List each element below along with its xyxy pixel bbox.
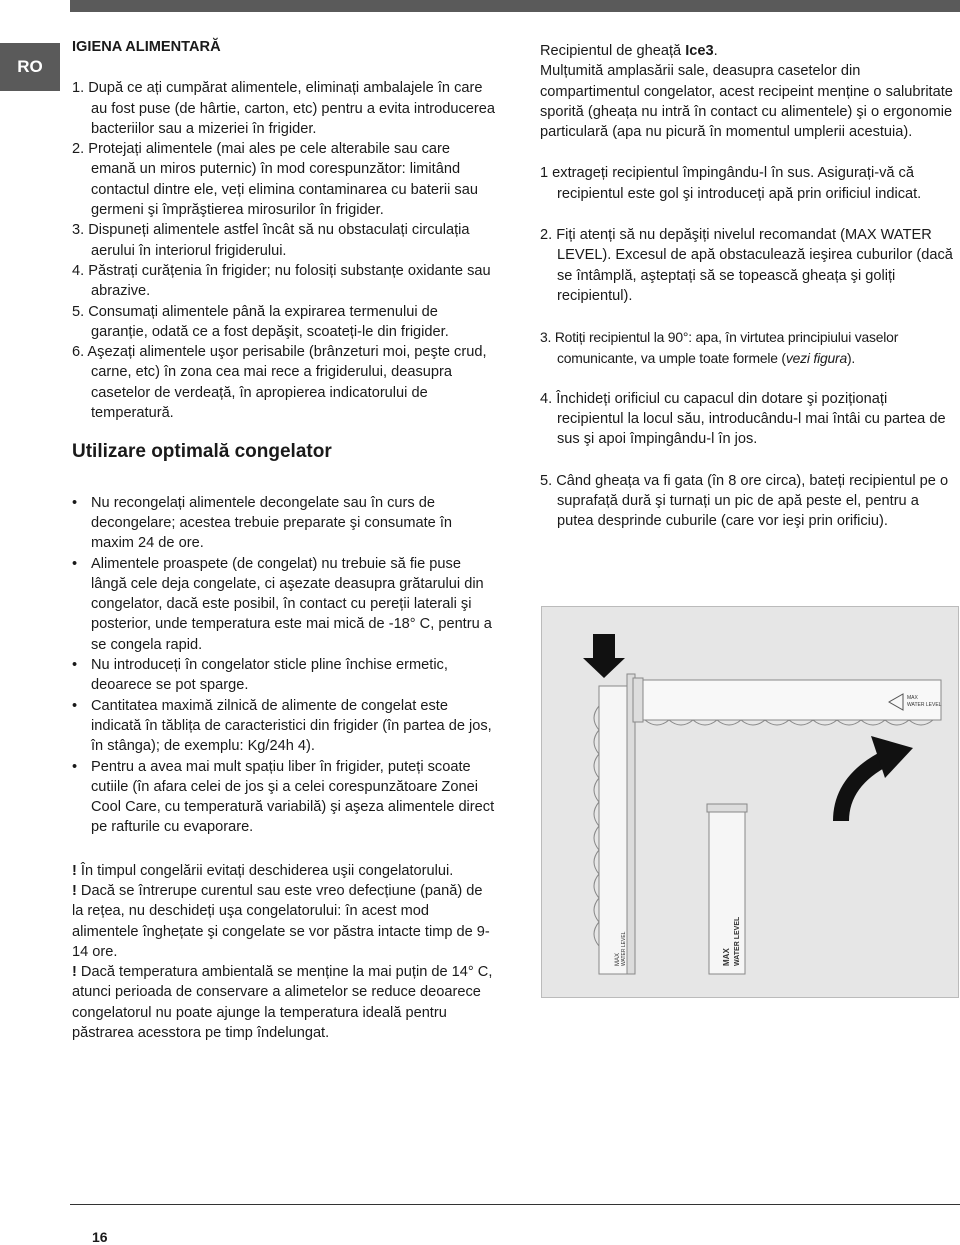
water-level-label-rotated: WATER LEVEL [734,916,741,966]
food-hygiene-heading: IGIENA ALIMENTARĂ [72,39,221,55]
ice-tray-illustration [541,606,959,998]
step-3-ref: vezi figura [785,349,847,366]
step-3-text: 3. Rotiți recipientul la 90°: apa, în virtutea principiului vaselor comunicante, va umple toate formele ( [540,329,899,366]
rotated-tray [707,804,747,974]
freezer-bullets [72,493,497,838]
list-item: 2. Protejați alimentele (mai ales pe cele alterabile sau care emană un miros puternic) în mod corespunzător: limitând contactul dintre ele, veți elimina contaminarea cu baterii sau germeni şi împrăştierea mirosurilor în frigider. [72,141,478,219]
horizontal-tray [633,678,942,725]
warning-1 [72,861,497,881]
top-bar [70,0,960,12]
footer-divider [70,1204,960,1205]
step-5: 5. Când gheața va fi gata (în 8 ore circa), bateți recipientul pe o suprafață dură şi turnați un pic de apă peste el, pentru a putea desprinde cuburile (care vor ieşi prin orificiu). [540,472,949,530]
max-label-small: MAX [615,952,621,966]
max-label-rotated: MAX [722,948,731,966]
title-prefix: Recipientul de gheață [540,43,686,59]
list-item: 3. Dispuneți alimentele astfel încât să nu obstaculați circulația aerului în interiorul frigiderului. [72,222,470,259]
step-4: 4. Închideți orificiul cu capacul din dotare şi poziționați recipientul la locul său, introducându-l mai întâi cu partea de sus şi apoi împingându-l în jos. [540,390,946,448]
language-tab: RO [0,43,60,91]
warnings [72,861,497,1044]
list-item: 6. Aşezați alimentele uşor perisabile (brânzeturi moi, peşte crud, carne, etc) în zona cea mai rece a frigiderului, deasupra casetelor de verdeață, în apropierea indicatorului de temperatură. [72,344,487,422]
step-1: 1 extrageți recipientul împingându-l în sus. Asigurați-vă că recipientul este gol şi introduceți apă prin orificiul indicat. [540,165,922,202]
water-level-label-small: WATER LEVEL [621,931,627,966]
list-item: 5. Consumați alimentele până la expirarea termenului de garanție, odată ce a fost depăşit, scoateți-le din frigider. [72,303,449,340]
list-item: • Pentru a avea mai mult spațiu liber în frigider, puteți scoate cutiile (în afara celei de jos şi a celei corespunzătoare Zonei Cool Care, cu temperatură variabilă) şi aşeza alimentele direct pe rafturile cu evaporare. [72,757,497,838]
list-item: • Nu recongelați alimentele decongelate sau în curs de decongelare; acestea trebuie preparate şi consumate în maxim 24 de ore. [72,493,497,554]
freezer-section-title: Utilizare optimală congelator [72,441,332,463]
warning-icon: ! [72,964,77,981]
right-column [540,41,955,553]
step-3 [540,327,955,368]
title-suffix: . [713,43,718,59]
ice-tray-intro: Mulțumită amplasării sale, deasupra casetelor din compartimentul congelator, acest recipeint menține o salubritate sporită (gheața nu intră în contact cu alimentele) şi o ergonomie particulară (apa nu picură în momentul umplerii acestuia). [540,63,953,141]
step-2: 2. Fiți atenți să nu depăşiți nivelul recomandat (MAX WATER LEVEL). Excesul de apă obstaculează ieşirea cuburilor (dacă se întâmplă, aşteptați să se topească gheața şi goliți recipientul). [540,227,953,304]
warning-icon: ! [72,862,77,879]
warning-2 [72,881,497,962]
page-number: 16 [92,1229,108,1245]
list-item: • Nu introduceți în congelator sticle pline închise ermetic, deoarece se pot sparge. [72,655,497,696]
ice-tray-figure [541,606,959,998]
step-3-end: ). [846,349,856,366]
warning-icon: ! [72,882,77,899]
vertical-tray [594,674,635,974]
warning-3 [72,962,497,1043]
ice-tray-title [540,41,955,61]
warning-text: În timpul congelării evitați deschiderea uşii congelatorului. [76,862,454,879]
ice-tray-steps [540,163,955,531]
product-name: Ice3 [685,43,714,59]
list-item: • Alimentele proaspete (de congelat) nu trebuie să fie puse lângă cele deja congelate, ci aşezate deasupra grătarului din congelator, dacă este posibil, în contact cu pereții laterali şi posterior, unde temperatura este mai mică de -18° C, pentru a se congela rapid. [72,554,497,655]
warning-text: Dacă se întrerupe curentul sau este vreo defecțiune (pană) de la rețea, nu deschideți uşa congelatorului: în acest mod alimentele înghețate şi congelate se vor păstra intacte timp de 9-14 ore. [72,882,490,960]
warning-text: Dacă temperatura ambientală se menține la mai puțin de 14° C, atunci perioada de conservare a alimetelor se reduce deoarece congelatorul nu poate ajunge la temperatura ideală pentru păstrarea acesstora pe timp îndelungat. [72,964,493,1042]
max-label: MAX [907,695,918,701]
hygiene-list [72,78,497,423]
water-level-label: WATER LEVEL [907,702,942,708]
list-item: 1. După ce ați cumpărat alimentele, eliminați ambalajele în care au fost puse (de hârtie, carton, etc) pentru a evita introducerea bacteriilor sau a mizeriei în frigider. [72,80,495,137]
left-column [72,37,497,1043]
list-item: 4. Păstrați curățenia în frigider; nu folosiți substanțe oxidante sau abrazive. [72,262,491,300]
list-item: • Cantitatea maximă zilnică de alimente de congelat este indicată în tăblița de caracteristici din frigider (în partea de jos, în stânga); de exemplu: Kg/24h 4). [72,696,497,757]
